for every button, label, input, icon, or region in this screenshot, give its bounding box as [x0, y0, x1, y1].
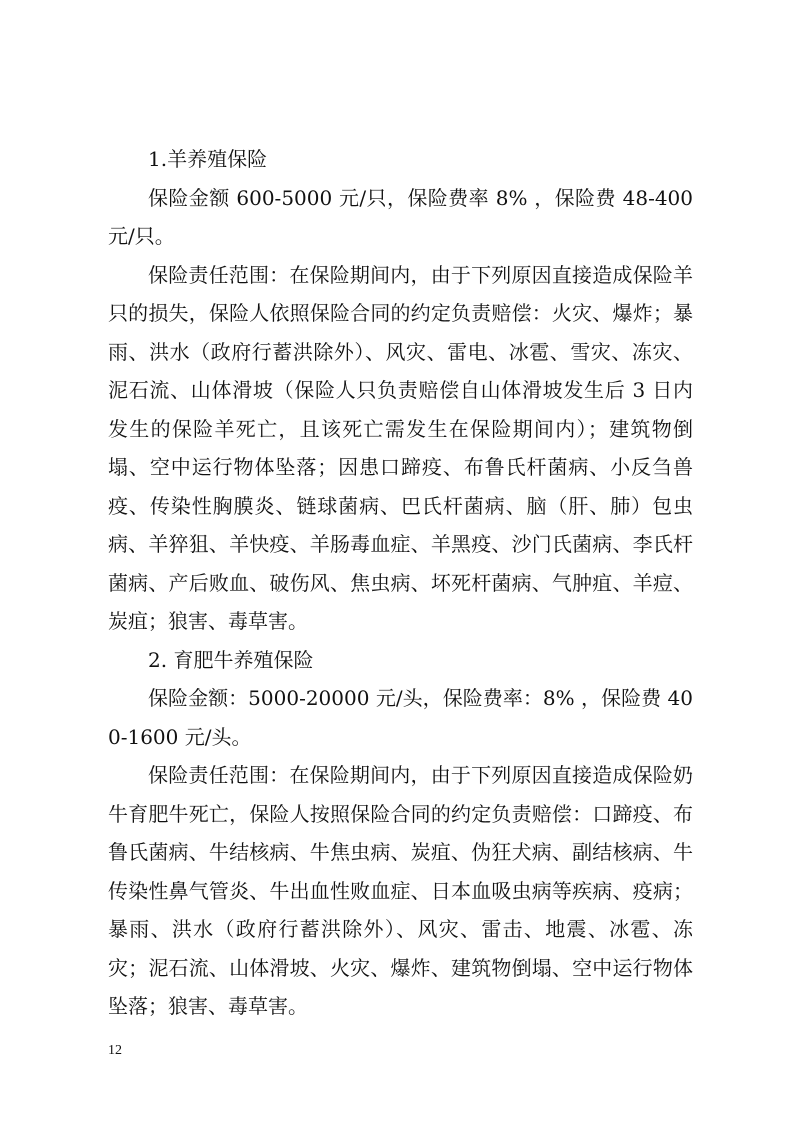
page-number: 12 [108, 1043, 122, 1058]
section-2-heading: 2. 育肥牛养殖保险 [148, 647, 314, 672]
section-1-scope: 保险责任范围：在保险期间内，由于下列原因直接造成保险羊只的损失，保险人依照保险合同的约定负责赔偿：火灾、爆炸；暴雨、洪水（政府行蓄洪除外）、风灾、雷电、冰雹、雪灾、冻灾、泥石流、山体滑坡（保险人只负责赔偿自山体滑坡发生后 3 日内发生的保险羊死亡，且该死亡需发生在保险期间内）；建筑物倒塌、空中运行物体坠落；因患口蹄疫、布鲁氏杆菌病、小反刍兽疫、传染性胸膜炎、链球菌病、巴氏杆菌病、脑（肝、肺）包虫病、羊猝狙、羊快疫、羊肠毒血症、羊黑疫、沙门氏菌病、李氏杆菌病、产后败血、破伤风、焦虫病、坏死杆菌病、气肿疽、羊痘、炭疽；狼害、毒草害。 [108, 262, 693, 633]
section-2-amount: 保险金额：5000-20000 元/头，保险费率：8% ，保险费 400-1600 元/头。 [108, 686, 693, 749]
section-1-amount: 保险金额 600-5000 元/只，保险费率 8% ，保险费 48-400 元/只。 [108, 185, 693, 248]
section-1-heading: 1.羊养殖保险 [148, 147, 268, 171]
section-2-scope: 保险责任范围：在保险期间内，由于下列原因直接造成保险奶牛育肥牛死亡，保险人按照保险合同的约定负责赔偿：口蹄疫、布鲁氏菌病、牛结核病、牛焦虫病、炭疽、伪狂犬病、副结核病、牛传染性鼻气管炎、牛出血性败血症、日本血吸虫病等疾病、疫病；暴雨、洪水（政府行蓄洪除外）、风灾、雷击、地震、冰雹、冻灾；泥石流、山体滑坡、火灾、爆炸、建筑物倒塌、空中运行物体坠落；狼害、毒草害。 [108, 763, 693, 1018]
document-body [108, 140, 693, 1026]
